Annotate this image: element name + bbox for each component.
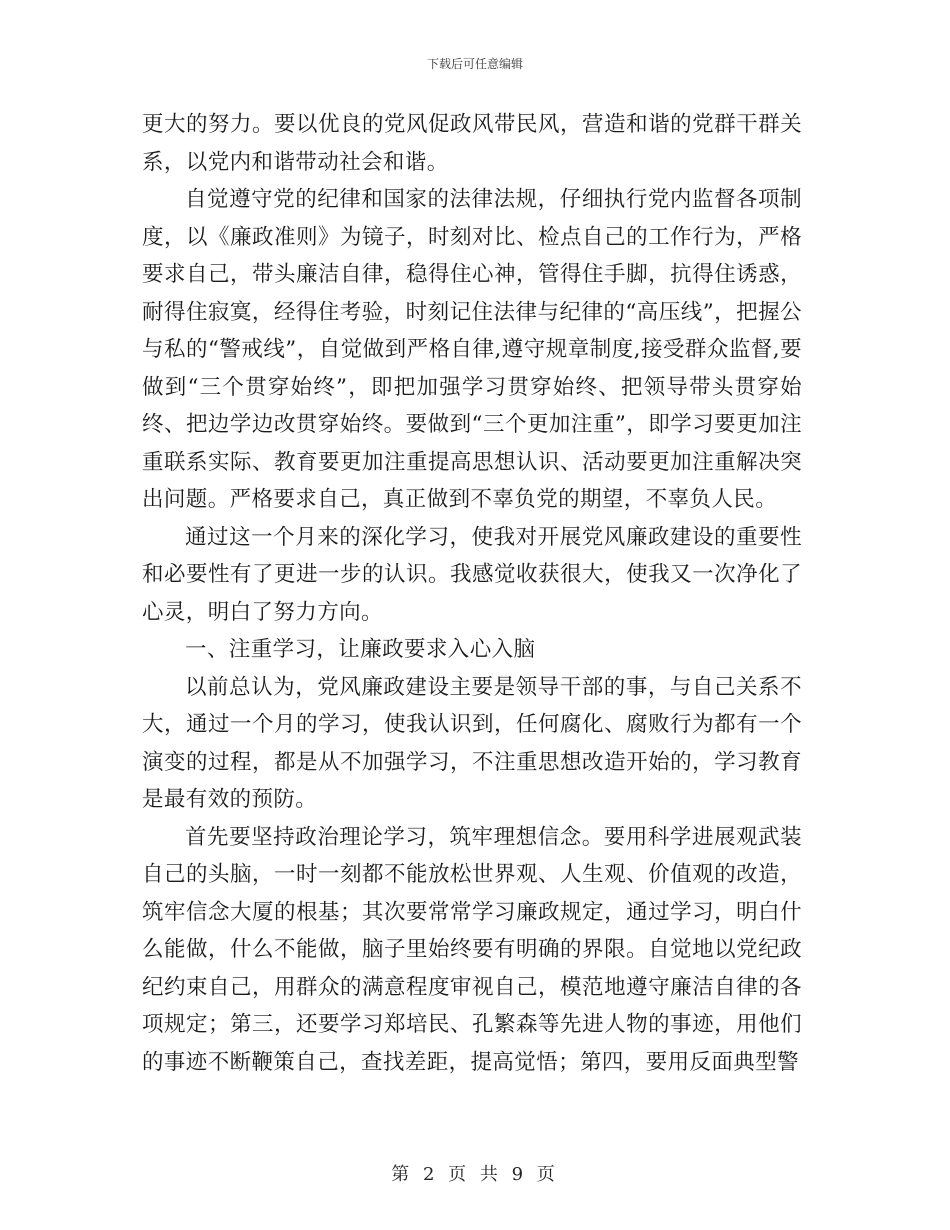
paragraph-previous-view: 以前总认为，党风廉政建设主要是领导干部的事，与自己关系不大，通过一个月的学习，使我认识到，任何腐化、腐败行为都有一个演变的过程，都是从不加强学习，不注重思想改造开始的，学习教育是最有效的预防。 [142,674,802,812]
section-heading-one: 一、注重学习，让廉政要求入心入脑 [185,637,536,662]
page-header: 下载后可任意编辑 [426,57,523,71]
page-number-footer: 第 2 页 共 9 页 [391,1164,559,1185]
paragraph-theory-study: 首先要坚持政治理论学习，筑牢理想信念。要用科学进展观武装自己的头脑，一时一刻都不能放松世界观、人生观、价值观的改造，筑牢信念大厦的根基；其次要常常学习廉政规定，通过学习，明白什么能做，什么不能做，脑子里始终要有明确的界限。自觉地以党纪政纪约束自己，用群众的满意程度审视自己，模范地遵守廉洁自律的各项规定；第三，还要学习郑培民、孔繁森等先进人物的事迹，用他们的事迹不断鞭策自己，查找差距，提高觉悟；第四，要用反面典型警 [142,824,802,1075]
paragraph-discipline: 自觉遵守党的纪律和国家的法律法规，仔细执行党内监督各项制度，以《廉政准则》为镜子，时刻对比、检点自己的工作行为，严格要求自己，带头廉洁自律，稳得住心神，管得住手脚，抗得住诱惑，耐得住寂寞，经得住考验，时刻记住法律与纪律的“高压线”，把握公与私的“警戒线”，自觉做到严格自律,遵守规章制度,接受群众监督,要做到“三个贯穿始终”，即把加强学习贯穿始终、把领导带头贯穿始终、把边学边改贯穿始终。要做到“三个更加注重”，即学习要更加注重联系实际、教育要更加注重提高思想认识、活动要更加注重解决突出问题。严格要求自己，真正做到不辜负党的期望，不辜负人民。 [142,187,802,512]
paragraph-study-reflection: 通过这一个月来的深化学习，使我对开展党风廉政建设的重要性和必要性有了更进一步的认识。我感觉收获很大，使我又一次净化了心灵，明白了努力方向。 [142,524,802,625]
paragraph-continuation: 更大的努力。要以优良的党风促政风带民风，营造和谐的党群干群关系，以党内和谐带动社会和谐。 [142,112,802,175]
document-body [142,106,802,1081]
